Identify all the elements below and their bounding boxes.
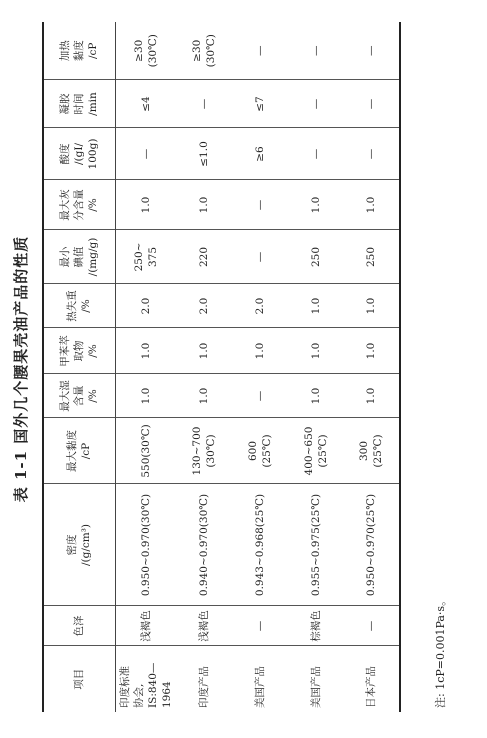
table-cell: 0.950~0.970(25℃) [344, 484, 400, 606]
header-cell: 项目 [43, 646, 115, 712]
table-cell: — [344, 22, 400, 80]
header-cell: 凝胶 时间 /min [43, 80, 115, 128]
table-cell: — [288, 22, 344, 80]
table-cell: — [344, 128, 400, 180]
table-cell: 300 (25℃) [344, 418, 400, 484]
header-cell: 酸度 /(gI/ 100g) [43, 128, 115, 180]
table-cell: — [232, 606, 288, 646]
table-cell: ≥30 (30℃) [115, 22, 176, 80]
table-cell: ≤4 [115, 80, 176, 128]
table-cell: — [232, 180, 288, 230]
header-cell: 最大灰 分含量 /% [43, 180, 115, 230]
table-cell: 220 [176, 230, 232, 284]
table-cell: 130~700 (30℃) [176, 418, 232, 484]
table-cell: 1.0 [115, 374, 176, 418]
table-cell: 1.0 [176, 374, 232, 418]
table-cell: 印度标准 协会, IS:840—1964 [118, 662, 173, 708]
table-cell: 1.0 [344, 328, 400, 374]
table-cell: 0.950~0.970(30℃) [115, 484, 176, 606]
table-cell: — [288, 128, 344, 180]
table-cell: 2.0 [115, 284, 176, 328]
table-row [115, 22, 176, 712]
table-cell: 美国产品 [253, 666, 266, 708]
header-row [43, 22, 115, 712]
table-cell: — [344, 80, 400, 128]
table-cell: 美国产品 [309, 666, 322, 708]
table-cell: 浅褐色 [115, 606, 176, 646]
table-cell: ≤7 [232, 80, 288, 128]
header-cell: 最小 碘值 /(mg/g) [43, 230, 115, 284]
table-row [232, 22, 288, 712]
table-cell: — [176, 80, 232, 128]
table-cell: 1.0 [115, 328, 176, 374]
table-cell: 1.0 [288, 180, 344, 230]
table-cell: ≥6 [232, 128, 288, 180]
table-cell: 0.955~0.975(25℃) [288, 484, 344, 606]
properties-table [42, 22, 401, 712]
header-cell: 色泽 [43, 606, 115, 646]
header-cell: 最大湿 含量 /% [43, 374, 115, 418]
table-row [176, 22, 232, 712]
table-cell: — [232, 22, 288, 80]
table-cell: 日本产品 [344, 646, 400, 712]
table-cell: 2.0 [176, 284, 232, 328]
table-cell: 1.0 [288, 328, 344, 374]
table-cell: 1.0 [176, 180, 232, 230]
table-cell: — [288, 80, 344, 128]
table-cell: 1.0 [288, 374, 344, 418]
table-title: 表 1-1 国外几个腰果壳油产品的性质 [12, 235, 30, 503]
table-cell: 250 [288, 230, 344, 284]
header-cell: 甲苯萃 取物 /% [43, 328, 115, 374]
table-cell: 600 (25℃) [232, 418, 288, 484]
table-row [288, 22, 344, 712]
table-cell: 印度产品 [197, 666, 210, 708]
table-cell: — [344, 606, 400, 646]
table-cell: 1.0 [288, 284, 344, 328]
table-cell: 550(30℃) [115, 418, 176, 484]
table-cell: 2.0 [232, 284, 288, 328]
table-cell: 0.940~0.970(30℃) [176, 484, 232, 606]
table-cell: 浅褐色 [176, 606, 232, 646]
table-cell: ≥30 (30℃) [176, 22, 232, 80]
header-cell: 加热 黏度 /cP [43, 22, 115, 80]
table-cell: 250~ 375 [115, 230, 176, 284]
table-cell: — [232, 230, 288, 284]
table-cell: 1.0 [232, 328, 288, 374]
table-cell: — [115, 128, 176, 180]
table-cell: 1.0 [344, 284, 400, 328]
table-cell: 1.0 [176, 328, 232, 374]
table-cell: 250 [344, 230, 400, 284]
table-cell: 棕褐色 [288, 606, 344, 646]
table-cell: 400~650 (25℃) [288, 418, 344, 484]
header-cell: 最大黏度 /cP [43, 418, 115, 484]
header-cell: 密度 /(g/cm³) [43, 484, 115, 606]
table-cell: ≤1.0 [176, 128, 232, 180]
footnote: 注: 1cP=0.001Pa·s。 [434, 594, 447, 708]
table-cell: 0.943~0.968(25℃) [232, 484, 288, 606]
table-cell: — [232, 374, 288, 418]
header-cell: 热失重 /% [43, 284, 115, 328]
table-cell: 1.0 [344, 180, 400, 230]
table-cell: 1.0 [344, 374, 400, 418]
table-row [344, 22, 400, 712]
table-cell: 1.0 [115, 180, 176, 230]
